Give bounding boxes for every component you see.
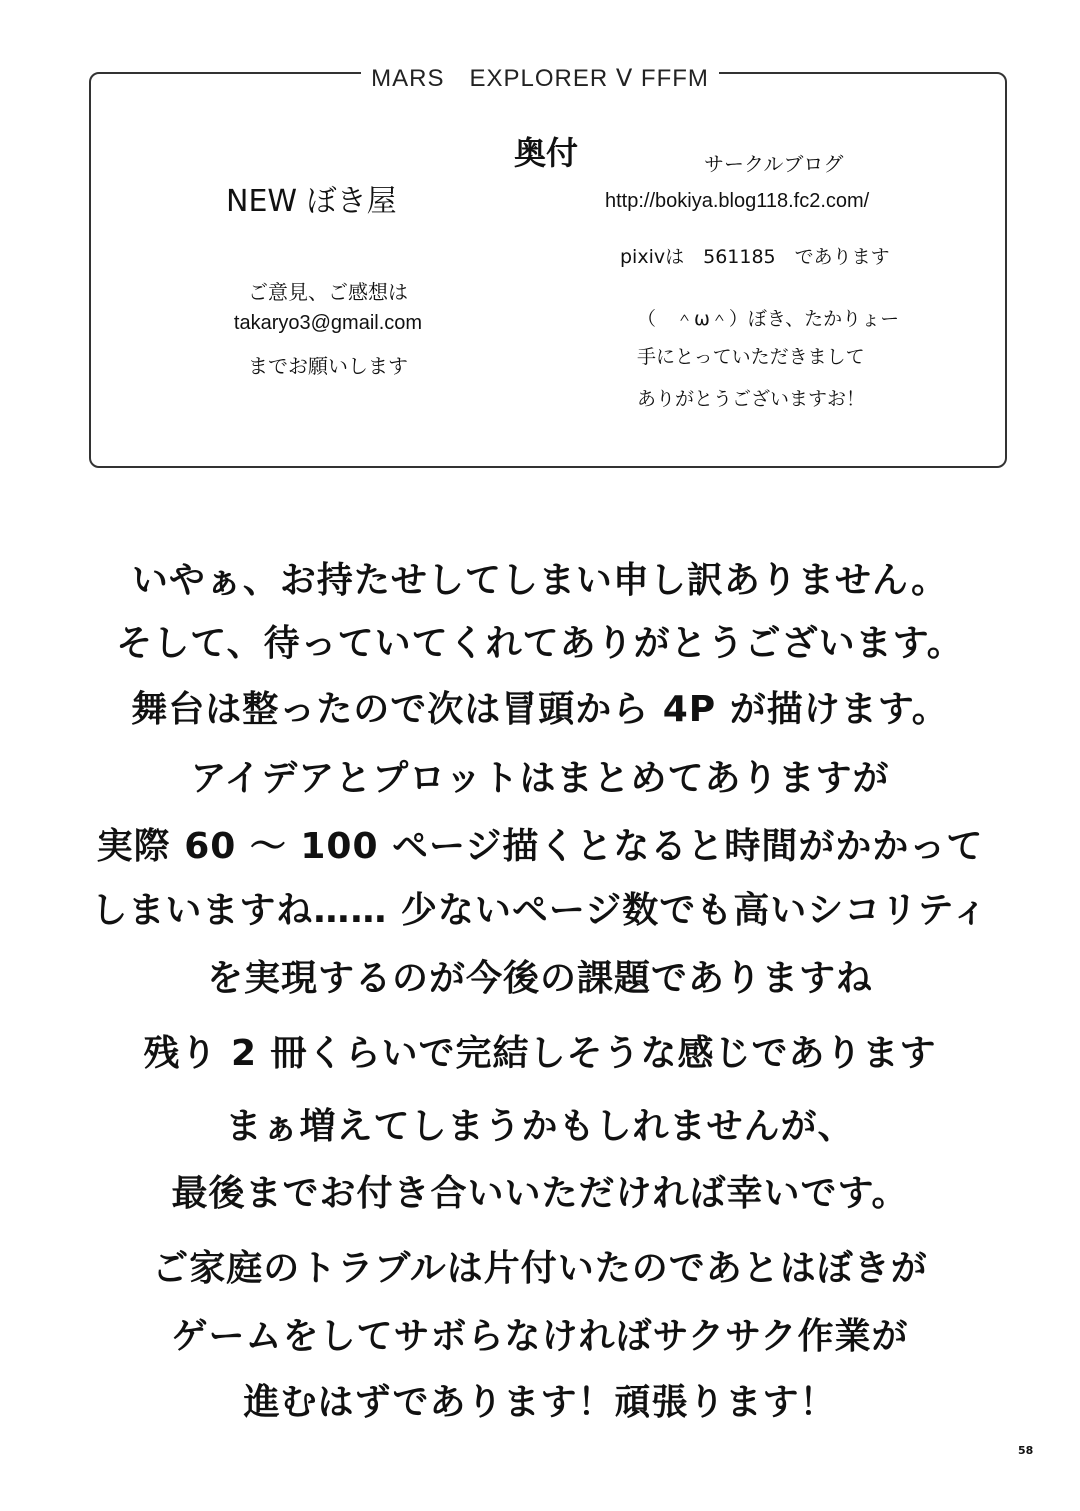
thanks-note-line: （ ＾ω＾）ぼき、たかりょー — [637, 308, 900, 330]
afterword-line: まぁ増えてしまうかもしれませんが、 — [225, 1106, 855, 1147]
colophon-title: MARS EXPLORER Ⅴ FFFM — [0, 58, 1080, 93]
thanks-note-line: ありがとうございますお！ — [637, 388, 866, 410]
afterword-line: いやぁ、お持たせしてしまい申し訳ありません。 — [131, 560, 949, 601]
thanks-note-line: 手にとっていただきまして — [637, 346, 865, 368]
afterword-line: 最後までお付き合いいただければ幸いです。 — [171, 1173, 909, 1214]
blog-label: サークルブログ — [704, 152, 844, 176]
colophon-heading: 奥付 — [514, 134, 579, 172]
afterword-line: ゲームをしてサボらなければサクサク作業が — [171, 1316, 909, 1357]
afterword-line: そして、待っていてくれてありがとうございます。 — [116, 623, 964, 664]
afterword-line: アイデアとプロットはまとめてありますが — [190, 758, 890, 799]
contact-line: ご意見、ご感想は — [248, 280, 408, 304]
afterword-line: しまいますね…… 少ないページ数でも高いシコリティ — [91, 890, 989, 931]
page-number: 58 — [1018, 1444, 1034, 1457]
contact-email[interactable]: takaryo3@gmail.com — [233, 312, 423, 334]
pixiv-id: pixivは 561185 であります — [620, 246, 890, 268]
contact-line: までお願いします — [248, 354, 408, 378]
afterword-line: を実現するのが今後の課題でありますね — [206, 958, 873, 999]
afterword-line: 進むはずであります！頑張ります！ — [243, 1382, 837, 1423]
afterword-line: ご家庭のトラブルは片付いたのであとはぼきが — [152, 1248, 928, 1289]
afterword-line: 舞台は整ったので次は冒頭から 4P が描けます。 — [131, 689, 949, 730]
circle-name: NEW ぼき屋 — [226, 184, 397, 219]
afterword-line: 残り 2 冊くらいで完結しそうな感じであります — [143, 1033, 937, 1074]
blog-url-link[interactable]: http://bokiya.blog118.fc2.com/ — [605, 190, 870, 212]
afterword-line: 実際 60 ～ 100 ページ描くとなると時間がかかって — [96, 826, 984, 867]
